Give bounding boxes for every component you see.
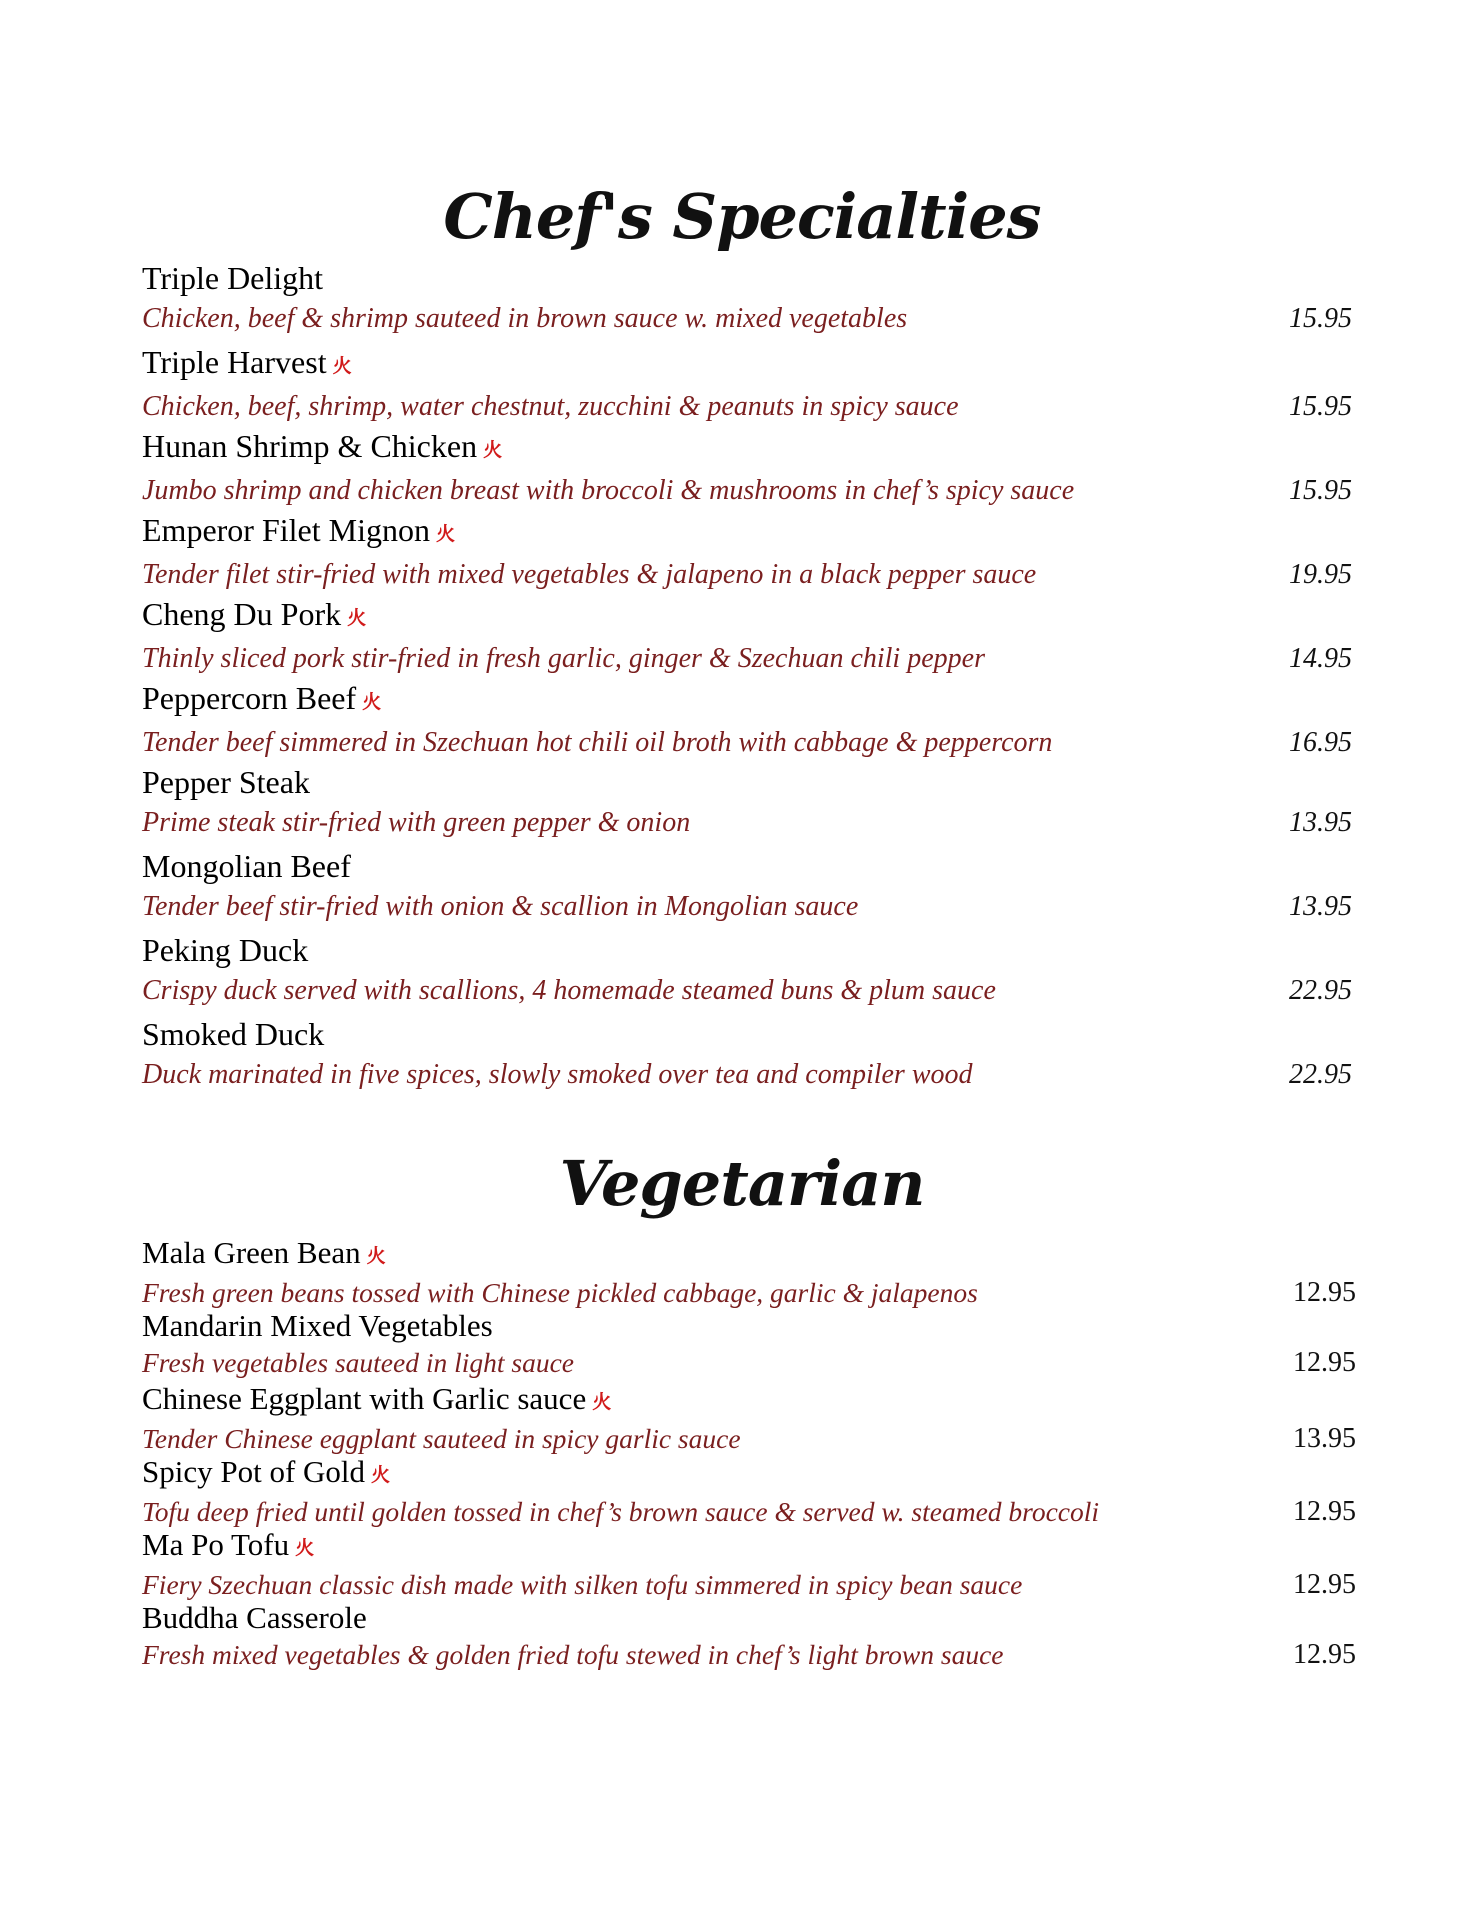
item-name: Peking Duck bbox=[142, 932, 309, 968]
item-name: Triple Delight bbox=[142, 260, 324, 296]
item-name: Ma Po Tofu 火 bbox=[142, 1527, 1352, 1566]
item-description: Fresh mixed vegetables & golden fried tofu stewed in chef’s light brown sauce bbox=[142, 1639, 1004, 1670]
spicy-fire-icon: 火 bbox=[592, 1391, 612, 1413]
item-name: Mandarin Mixed Vegetables bbox=[142, 1308, 493, 1343]
item-price: 15.95 bbox=[1289, 391, 1352, 422]
menu-item bbox=[142, 762, 1352, 846]
item-price: 12.95 bbox=[1293, 1347, 1356, 1378]
item-name: Buddha Casserole bbox=[142, 1600, 367, 1635]
item-price: 13.95 bbox=[1293, 1423, 1356, 1454]
spicy-fire-icon: 火 bbox=[435, 523, 455, 545]
item-description: Duck marinated in five spices, slowly smoked over tea and compiler wood bbox=[142, 1059, 973, 1090]
section-title-vegetarian: Vegetarian bbox=[559, 1147, 925, 1220]
menu-item bbox=[142, 1381, 1356, 1454]
item-description: Prime steak stir-fried with green pepper & onion bbox=[142, 807, 691, 838]
spicy-fire-icon: 火 bbox=[332, 355, 352, 377]
item-description: Tender beef stir-fried with onion & scallion in Mongolian sauce bbox=[142, 891, 859, 922]
spicy-fire-icon: 火 bbox=[362, 691, 382, 713]
item-name: Pepper Steak bbox=[142, 764, 310, 800]
menu-item bbox=[142, 678, 1352, 762]
menu-item bbox=[142, 1014, 1352, 1098]
item-description: Crispy duck served with scallions, 4 homemade steamed buns & plum sauce bbox=[142, 975, 996, 1006]
menu-item bbox=[142, 426, 1352, 510]
menu-list-chefs-specialties bbox=[142, 258, 1352, 1098]
menu-item bbox=[142, 1235, 1356, 1308]
item-description: Jumbo shrimp and chicken breast with broccoli & mushrooms in chef’s spicy sauce bbox=[142, 475, 1075, 506]
item-price: 22.95 bbox=[1289, 1059, 1352, 1090]
menu-item bbox=[142, 342, 1352, 426]
menu-item bbox=[142, 846, 1352, 930]
item-description: Thinly sliced pork stir-fried in fresh garlic, ginger & Szechuan chili pepper bbox=[142, 643, 985, 674]
item-name: Triple Harvest 火 bbox=[142, 342, 1352, 386]
item-name: Cheng Du Pork 火 bbox=[142, 594, 1352, 638]
item-description: Chicken, beef, shrimp, water chestnut, zucchini & peanuts in spicy sauce bbox=[142, 391, 959, 422]
item-description: Tender Chinese eggplant sauteed in spicy garlic sauce bbox=[142, 1423, 741, 1454]
spicy-fire-icon: 火 bbox=[295, 1537, 315, 1559]
menu-list-vegetarian bbox=[142, 1235, 1356, 1673]
menu-item bbox=[142, 1527, 1356, 1600]
item-name: Emperor Filet Mignon 火 bbox=[142, 510, 1352, 554]
item-price: 14.95 bbox=[1289, 643, 1352, 674]
item-price: 13.95 bbox=[1289, 807, 1352, 838]
item-price: 19.95 bbox=[1289, 559, 1352, 590]
item-price: 12.95 bbox=[1293, 1639, 1356, 1670]
item-name: Spicy Pot of Gold 火 bbox=[142, 1454, 1352, 1493]
menu-item bbox=[142, 930, 1352, 1014]
item-name: Chinese Eggplant with Garlic sauce 火 bbox=[142, 1381, 1352, 1420]
item-name: Hunan Shrimp & Chicken 火 bbox=[142, 426, 1352, 470]
item-price: 15.95 bbox=[1289, 303, 1352, 334]
menu-item bbox=[142, 510, 1352, 594]
spicy-fire-icon: 火 bbox=[371, 1464, 391, 1486]
item-price: 12.95 bbox=[1293, 1277, 1356, 1308]
spicy-fire-icon: 火 bbox=[483, 439, 503, 461]
menu-item bbox=[142, 1308, 1356, 1381]
item-name: Smoked Duck bbox=[142, 1016, 325, 1052]
item-name: Peppercorn Beef 火 bbox=[142, 678, 1352, 722]
menu-item bbox=[142, 1600, 1356, 1673]
item-description: Fiery Szechuan classic dish made with silken tofu simmered in spicy bean sauce bbox=[142, 1569, 1023, 1600]
item-name: Mongolian Beef bbox=[142, 848, 351, 884]
item-description: Chicken, beef & shrimp sauteed in brown sauce w. mixed vegetables bbox=[142, 303, 908, 334]
item-description: Tofu deep fried until golden tossed in chef’s brown sauce & served w. steamed broccoli bbox=[142, 1496, 1100, 1527]
menu-item bbox=[142, 258, 1352, 342]
spicy-fire-icon: 火 bbox=[347, 607, 367, 629]
item-price: 16.95 bbox=[1289, 727, 1352, 758]
item-price: 22.95 bbox=[1289, 975, 1352, 1006]
item-price: 13.95 bbox=[1289, 891, 1352, 922]
item-description: Fresh vegetables sauteed in light sauce bbox=[142, 1347, 574, 1378]
item-price: 15.95 bbox=[1289, 475, 1352, 506]
item-description: Fresh green beans tossed with Chinese pickled cabbage, garlic & jalapenos bbox=[142, 1277, 978, 1308]
item-description: Tender beef simmered in Szechuan hot chili oil broth with cabbage & peppercorn bbox=[142, 727, 1053, 758]
spicy-fire-icon: 火 bbox=[366, 1245, 386, 1267]
item-description: Tender filet stir-fried with mixed vegetables & jalapeno in a black pepper sauce bbox=[142, 559, 1037, 590]
item-price: 12.95 bbox=[1293, 1496, 1356, 1527]
section-title-chefs-specialties: Chef's Specialties bbox=[443, 180, 1041, 253]
menu-item bbox=[142, 594, 1352, 678]
item-price: 12.95 bbox=[1293, 1569, 1356, 1600]
item-name: Mala Green Bean 火 bbox=[142, 1235, 1352, 1274]
menu-item bbox=[142, 1454, 1356, 1527]
